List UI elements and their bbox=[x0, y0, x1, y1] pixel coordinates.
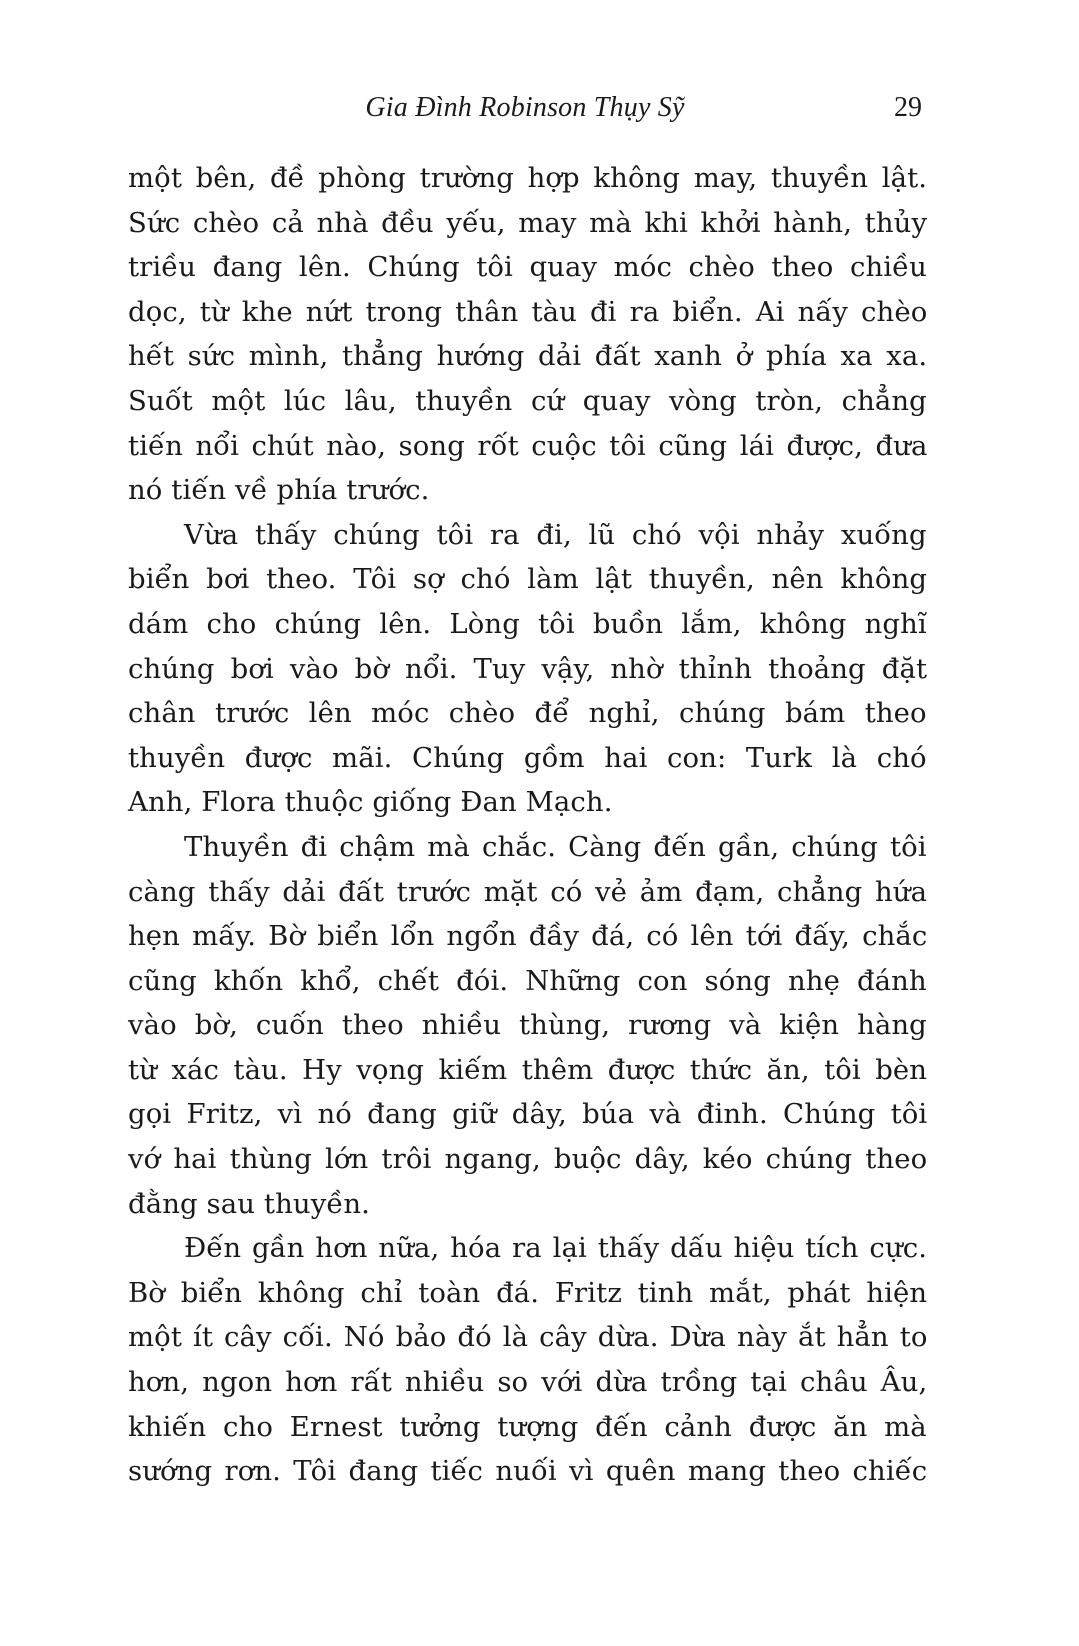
text-line: nó tiến về phía trước. bbox=[128, 474, 430, 507]
text-line: Bờ biển không chỉ toàn đá. Fritz tinh mắt, phát hiện bbox=[128, 1276, 928, 1309]
text-line: từ xác tàu. Hy vọng kiếm thêm được thức ăn, tôi bèn bbox=[128, 1053, 928, 1086]
text-line: đằng sau thuyền. bbox=[128, 1187, 370, 1220]
paragraph-3 bbox=[128, 825, 928, 1226]
text-line: Suốt một lúc lâu, thuyền cứ quay vòng tròn, chẳng bbox=[128, 384, 927, 417]
body-text bbox=[128, 156, 928, 1494]
text-line: Anh, Flora thuộc giống Đan Mạch. bbox=[128, 786, 613, 819]
text-line: triều đang lên. Chúng tôi quay móc chèo theo chiều bbox=[128, 251, 927, 284]
text-line: Thuyền đi chậm mà chắc. Càng đến gần, chúng tôi bbox=[184, 830, 927, 863]
text-line: hết sức mình, thẳng hướng dải đất xanh ở phía xa xa. bbox=[128, 340, 928, 373]
text-line: vớ hai thùng lớn trôi ngang, buộc dây, kéo chúng theo bbox=[128, 1143, 928, 1176]
running-header bbox=[128, 88, 922, 128]
text-line: thuyền được mãi. Chúng gồm hai con: Turk là chó bbox=[128, 741, 927, 774]
text-line: Sức chèo cả nhà đều yếu, may mà khi khởi hành, thủy bbox=[128, 206, 928, 239]
text-line: gọi Fritz, vì nó đang giữ dây, búa và đinh. Chúng tôi bbox=[128, 1098, 928, 1131]
text-line: cũng khốn khổ, chết đói. Những con sóng nhẹ đánh bbox=[128, 964, 927, 997]
text-line: chân trước lên móc chèo để nghỉ, chúng bám theo bbox=[128, 697, 927, 730]
paragraph-2 bbox=[128, 513, 928, 825]
text-line: hơn, ngon hơn rất nhiều so với dừa trồng tại châu Âu, bbox=[128, 1366, 928, 1399]
text-line: tiến nổi chút nào, song rốt cuộc tôi cũng lái được, đưa bbox=[128, 429, 928, 462]
text-line: sướng rơn. Tôi đang tiếc nuối vì quên mang theo chiếc bbox=[128, 1455, 928, 1488]
paragraph-1 bbox=[128, 156, 928, 513]
text-line: khiến cho Ernest tưởng tượng đến cảnh được ăn mà bbox=[128, 1410, 927, 1443]
book-title-header: Gia Đình Robinson Thụy Sỹ bbox=[365, 92, 685, 123]
paragraph-4 bbox=[128, 1226, 928, 1494]
text-line: vào bờ, cuốn theo nhiều thùng, rương và kiện hàng bbox=[128, 1009, 927, 1042]
page-number: 29 bbox=[894, 92, 922, 123]
text-line: dám cho chúng lên. Lòng tôi buồn lắm, không nghĩ bbox=[128, 607, 927, 640]
text-line: Đến gần hơn nữa, hóa ra lại thấy dấu hiệu tích cực. bbox=[184, 1232, 928, 1265]
text-line: Vừa thấy chúng tôi ra đi, lũ chó vội nhảy xuống bbox=[184, 518, 927, 551]
text-line: chúng bơi vào bờ nổi. Tuy vậy, nhờ thỉnh thoảng đặt bbox=[128, 652, 928, 685]
text-line: một ít cây cối. Nó bảo đó là cây dừa. Dừa này ắt hẳn to bbox=[128, 1321, 928, 1354]
text-line: hẹn mấy. Bờ biển lổn ngổn đầy đá, có lên tới đấy, chắc bbox=[128, 920, 928, 953]
text-line: biển bơi theo. Tôi sợ chó làm lật thuyền, nên không bbox=[128, 563, 928, 596]
text-line: càng thấy dải đất trước mặt có vẻ ảm đạm, chẳng hứa bbox=[128, 875, 928, 908]
text-line: dọc, từ khe nứt trong thân tàu đi ra biển. Ai nấy chèo bbox=[128, 295, 928, 328]
text-line: một bên, đề phòng trường hợp không may, thuyền lật. bbox=[128, 162, 928, 194]
